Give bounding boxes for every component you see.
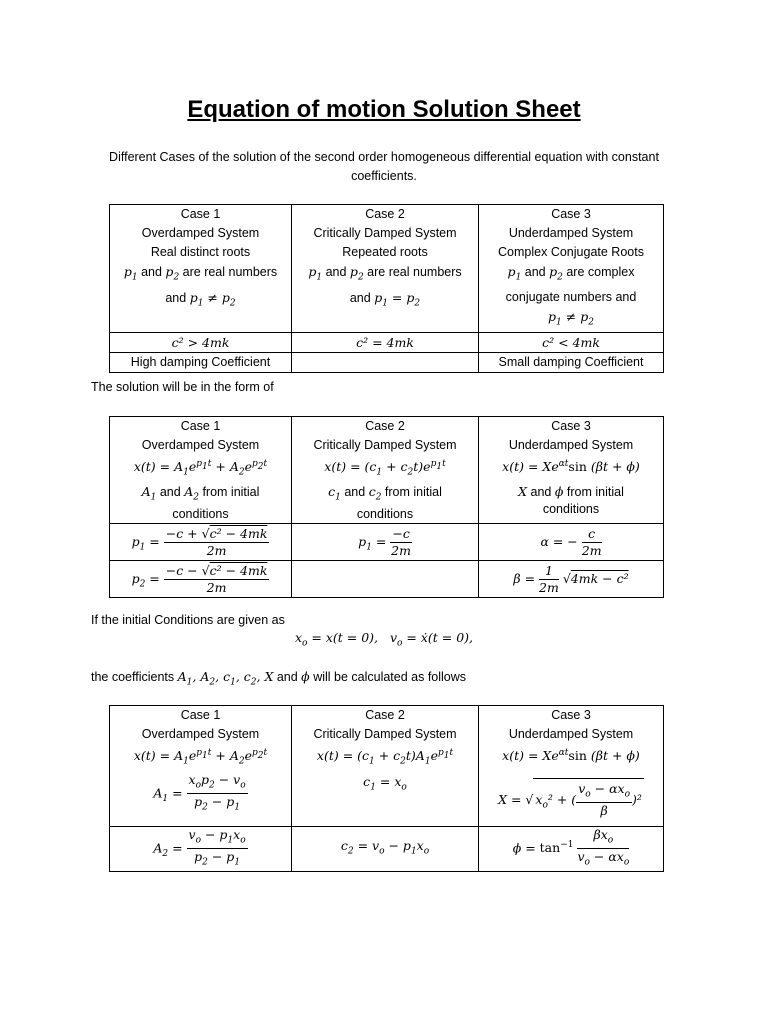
case2-damping	[292, 353, 479, 373]
case2-description: $p_1$ and $p_2$ are real numbers and $p_1 = p_2$	[292, 262, 479, 333]
case1-damping: High damping Coefficient	[110, 353, 292, 373]
case2-header: Case 2	[292, 417, 479, 437]
case2-roots: Repeated roots	[292, 243, 479, 262]
case1-header: Case 1	[110, 706, 292, 726]
solution-form-text: The solution will be in the form of	[91, 380, 274, 394]
case1-solution: $x(t) = A_1e^{p_1t} + A_2e^{p_2t}$	[110, 455, 292, 483]
case1-description: $p_1$ and $p_2$ are real numbers and $p_1 \ne p_2$	[110, 262, 292, 333]
p1-repeated-formula: $p_1$ = $\frac{-c}{2m}$	[292, 524, 479, 561]
c1-formula: $c_1 = x_o$	[292, 772, 479, 827]
phi-formula: $\phi = \tan^{-1}$ $\frac{\beta x_o}{v_o - \alpha x_o}$	[479, 826, 664, 871]
case3-header: Case 3	[479, 417, 664, 437]
case3-solution: $x(t) = Xe^{\alpha t}\sin$ (βt + ϕ)	[479, 744, 664, 772]
case3-header: Case 3	[479, 706, 664, 726]
beta-formula: β = $\frac{1}{2m}$ √4mk − c²	[479, 561, 664, 598]
case3-condition: c² < 4mk	[479, 333, 664, 353]
solution-table	[109, 416, 664, 598]
case3-header: Case 3	[479, 205, 664, 225]
A2-formula: $A_2$ = $\frac{v_o - p_1x_o}{p_2 - p_1}$	[110, 826, 292, 871]
case1-header: Case 1	[110, 205, 292, 225]
case2-condition: c² = 4mk	[292, 333, 479, 353]
intro-paragraph: Different Cases of the solution of the second order homogeneous differential equation with constant coefficients.	[109, 150, 659, 183]
case1-roots: Real distinct roots	[110, 243, 292, 262]
case2-solution: $x(t) = (c_1 + c_2t)e^{p_1t}$	[292, 455, 479, 483]
page-title: Equation of motion Solution Sheet	[187, 96, 581, 123]
p2-formula: $p_2$ = $\frac{\text{−c − √c² − 4mk}}{2m}$	[110, 561, 292, 598]
case2-system: Critically Damped System	[292, 224, 479, 243]
empty-cell	[292, 561, 479, 598]
initial-conditions-text: If the initial Conditions are given as	[91, 613, 285, 627]
alpha-formula: α = − $\frac{c}{2m}$	[479, 524, 664, 561]
case3-system: Underdamped System	[479, 436, 664, 455]
case2-header: Case 2	[292, 205, 479, 225]
p1-formula: $p_1$ = $\frac{\text{−c + √c² − 4mk}}{2m}$	[110, 524, 292, 561]
case3-damping: Small damping Coefficient	[479, 353, 664, 373]
case2-coefficients: $c_1$ and $c_2$ from initial conditions	[292, 483, 479, 524]
cases-table	[109, 204, 664, 373]
case2-system: Critically Damped System	[292, 725, 479, 744]
coefficients-table	[109, 705, 664, 872]
case1-coefficients: $A_1$ and $A_2$ from initial conditions	[110, 483, 292, 524]
case3-solution: $x(t) = Xe^{\alpha t}\sin$ (βt + ϕ)	[479, 455, 664, 483]
case1-system: Overdamped System	[110, 224, 292, 243]
X-formula: X = √ $x_o^2$ + ( $\frac{v_o - \alpha x_o}{\beta}$ )²	[479, 772, 664, 827]
case2-solution: $x(t) = (c_1 + c_2t)A_1e^{p_1t}$	[292, 744, 479, 772]
case1-solution: $x(t) = A_1e^{p_1t} + A_2e^{p_2t}$	[110, 744, 292, 772]
case3-roots: Complex Conjugate Roots	[479, 243, 664, 262]
case1-system: Overdamped System	[110, 725, 292, 744]
coefficients-text: the coefficients $A_1$, $A_2$, $c_1$, $c_2$, X and ϕ will be calculated as follows	[91, 669, 467, 688]
case3-system: Underdamped System	[479, 725, 664, 744]
case1-header: Case 1	[110, 417, 292, 437]
c2-formula: $c_2 = v_o - p_1x_o$	[292, 826, 479, 871]
case3-coefficients: X and ϕ from initial conditions	[479, 483, 664, 524]
case2-system: Critically Damped System	[292, 436, 479, 455]
case2-header: Case 2	[292, 706, 479, 726]
initial-conditions-equation: $x_o = x(t = 0)$, $v_o$ = ẋ(t = 0),	[294, 630, 474, 649]
case3-system: Underdamped System	[479, 224, 664, 243]
case1-system: Overdamped System	[110, 436, 292, 455]
case1-condition: c² > 4mk	[110, 333, 292, 353]
case3-description: $p_1$ and $p_2$ are complex conjugate numbers and $p_1 \ne p_2$	[479, 262, 664, 333]
A1-formula: $A_1$ = $\frac{x_op_2 - v_o}{p_2 - p_1}$	[110, 772, 292, 827]
